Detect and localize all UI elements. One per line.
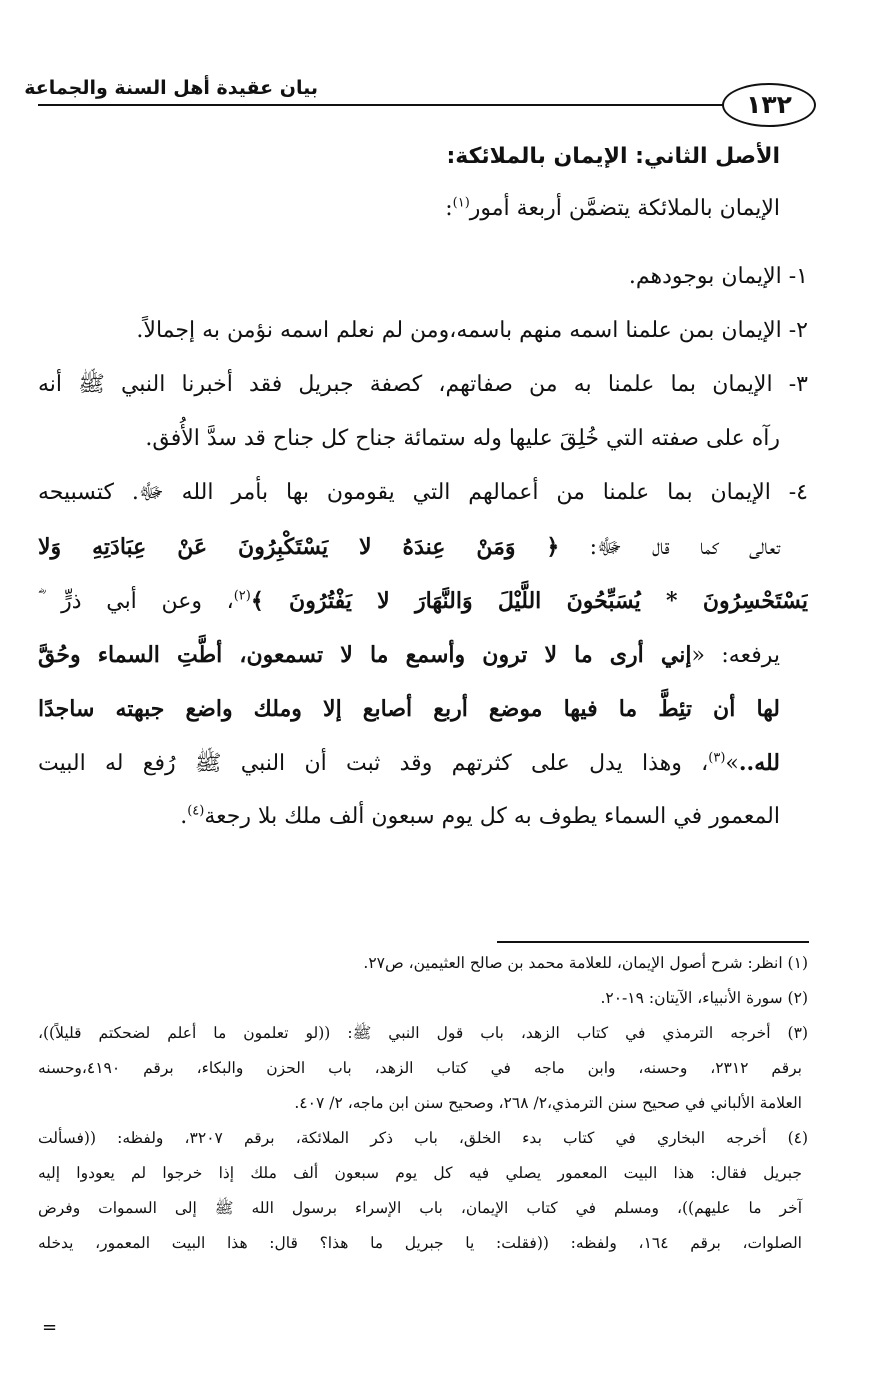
intro-tail: : <box>445 196 453 221</box>
item-4-line-1: ٤- الإيمان بما علمنا من أعمالهم التي يقومون بها بأمر الله ﷻ. كتسبيحه <box>38 480 808 505</box>
item-4-line-2-intro: تعالى كما قال ﷻ: <box>589 535 781 560</box>
footnote-2: (٢) سورة الأنبياء، الآيتان: ١٩-٢٠. <box>600 989 808 1007</box>
footnote-ref-2: (٢) <box>233 588 251 604</box>
running-title: بيان عقيدة أهل السنة والجماعة <box>24 77 318 99</box>
hadith-close: » <box>725 751 739 776</box>
item-4-line-7 <box>38 790 808 844</box>
page-number: ١٣٢ <box>746 90 792 119</box>
page-number-frame <box>722 83 816 127</box>
footnote-ref-4: (٤) <box>187 803 205 819</box>
main-text <box>38 132 808 844</box>
item-4-line-3 <box>38 574 808 628</box>
footnote-4-line-3: آخر ما عليهم))، ومسلم في كتاب الإيمان، باب الإسراء برسول الله ﷺ إلى السموات وفرض <box>38 1199 802 1217</box>
item-4-line-6 <box>38 736 808 790</box>
hadith-intro: يرفعه: « <box>691 643 780 668</box>
item-4-line-4 <box>38 628 808 682</box>
hadith-text-1: إني أرى ما لا ترون وأسمع ما لا تسمعون، أطَّتِ السماء وحُقَّ <box>38 642 692 668</box>
item-2: ٢- الإيمان بمن علمنا اسمه منهم باسمه،ومن لم نعلم اسمه نؤمن به إجمالاً. <box>136 318 808 343</box>
item-4-line-3-tail: ، وعن أبي ذرٍّ ؓ <box>38 589 234 614</box>
hadith-text-3: لله.. <box>738 750 780 776</box>
footnote-rule <box>497 941 809 943</box>
quran-verse-part-1: ﴿ وَمَنْ عِندَهُ لا يَسْتَكْبِرُونَ عَنْ عِبَادَتِهِ وَلا <box>38 534 560 560</box>
item-1: ١- الإيمان بوجودهم. <box>628 264 808 289</box>
footnote-ref-3: (٣) <box>708 750 726 766</box>
footnote-4-line-2: جبريل فقال: هذا البيت المعمور يصلي فيه كل يوم سبعون ألف ملك إذا خرجوا لم يعودوا إليه <box>38 1164 802 1182</box>
footnote-1: (١) انظر: شرح أصول الإيمان، للعلامة محمد بن صالح العثيمين، ص٢٧. <box>363 954 808 972</box>
section-title: الأصل الثاني: الإيمان بالملائكة: <box>446 144 780 169</box>
hadith-text-2: لها أن تئِطَّ ما فيها موضع أربع أصابع إلا وملك واضع جبهته ساجدًا <box>38 696 780 722</box>
header-rule <box>38 104 726 106</box>
footnote-4-line-4: الصلوات، برقم ١٦٤، ولفظه: ((فقلت: يا جبريل ما هذا؟ قال: هذا البيت المعمور، يدخله <box>38 1234 802 1252</box>
item-4-line-6-tail: ، وهذا يدل على كثرتهم وقد ثبت أن النبي ﷺ رُفع له البيت <box>38 751 709 776</box>
spacer <box>38 236 808 250</box>
intro-line <box>38 182 808 236</box>
footnotes <box>38 946 808 1261</box>
item-4-line-7-tail: . <box>180 804 188 829</box>
continuation-mark: = <box>42 1317 58 1338</box>
item-4-line-2 <box>38 520 808 574</box>
footnote-3-line-1: (٣) أخرجه الترمذي في كتاب الزهد، باب قول النبي ﷺ: ((لو تعلمون ما أعلم لضحكتم قليلاً))، <box>38 1024 808 1042</box>
item-3-line-1: ٣- الإيمان بما علمنا به من صفاتهم، كصفة جبريل فقد أخبرنا النبي ﷺ أنه <box>38 372 808 397</box>
footnote-4-line-1: (٤) أخرجه البخاري في كتاب بدء الخلق، باب ذكر الملائكة، برقم ٣٢٠٧، ولفظه: ((فسألت <box>38 1129 808 1147</box>
footnote-3-line-3: العلامة الألباني في صحيح سنن الترمذي،٢/ ٢٦٨، وصحيح سنن ابن ماجه، ٢/ ٤٠٧. <box>294 1094 802 1112</box>
footnote-ref-1: (١) <box>452 195 470 211</box>
intro-text: الإيمان بالملائكة يتضمَّن أربعة أمور <box>469 196 780 221</box>
footnote-3-line-2: برقم ٢٣١٢، وحسنه، وابن ماجه في كتاب الزهد، باب الحزن والبكاء، برقم ٤١٩٠،وحسنه <box>38 1059 802 1077</box>
item-3-line-2: رآه على صفته التي خُلِقَ عليها وله ستمائة جناح كل جناح قد سدَّ الأُفق. <box>145 426 780 451</box>
item-4-line-7-text: المعمور في السماء يطوف به كل يوم سبعون ألف ملك بلا رجعة <box>204 804 780 829</box>
quran-verse-part-2: يَسْتَحْسِرُونَ * يُسَبِّحُونَ اللَّيْلَ وَالنَّهَارَ لا يَفْتُرُونَ ﴾ <box>250 588 808 614</box>
